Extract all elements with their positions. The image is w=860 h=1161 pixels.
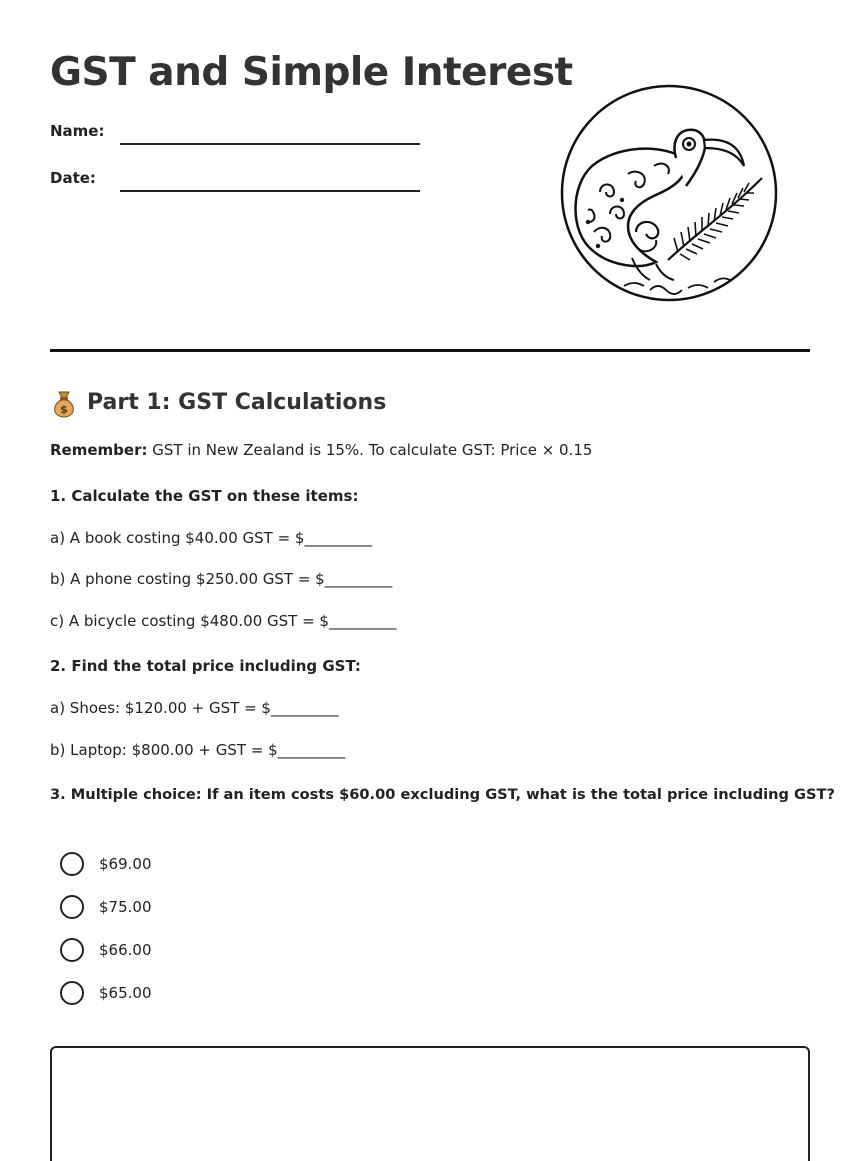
q1-item-b: b) A phone costing $250.00 GST = $_________ [50,570,393,588]
name-label: Name: [50,122,105,140]
date-input-line[interactable] [120,190,420,192]
name-input-line[interactable] [120,143,420,145]
option-label: $65.00 [99,984,152,1002]
radio-button[interactable] [60,981,84,1005]
radio-button[interactable] [60,895,84,919]
q3-option-d[interactable] [60,981,360,1007]
money-bag-icon [50,389,78,419]
radio-button[interactable] [60,938,84,962]
kiwi-bird-fern-emblem-icon [558,82,780,304]
date-field-row [50,169,430,199]
page-title: GST and Simple Interest [50,50,573,95]
radio-button[interactable] [60,852,84,876]
q2-item-a: a) Shoes: $120.00 + GST = $_________ [50,699,339,717]
option-label: $75.00 [99,898,152,916]
q1-heading: 1. Calculate the GST on these items: [50,487,359,505]
q3-option-c[interactable] [60,938,360,964]
date-label: Date: [50,169,96,187]
q1-item-a: a) A book costing $40.00 GST = $_________ [50,529,372,547]
option-label: $69.00 [99,855,152,873]
remember-text: GST in New Zealand is 15%. To calculate GST: Price × 0.15 [147,441,593,459]
part1-title: Part 1: GST Calculations [87,390,387,415]
name-field-row [50,122,430,152]
q2-heading: 2. Find the total price including GST: [50,657,361,675]
working-answer-box[interactable] [50,1046,810,1161]
option-label: $66.00 [99,941,152,959]
q2-item-b: b) Laptop: $800.00 + GST = $_________ [50,741,346,759]
q1-item-c: c) A bicycle costing $480.00 GST = $_________ [50,612,397,630]
remember-note [50,441,592,459]
q3-option-a[interactable] [60,852,360,878]
q3-heading: 3. Multiple choice: If an item costs $60.00 excluding GST, what is the total price including GST? [50,786,835,803]
svg-text:$: $ [60,403,68,416]
q3-option-b[interactable] [60,895,360,921]
section-divider [50,349,810,352]
remember-label: Remember: [50,441,148,459]
